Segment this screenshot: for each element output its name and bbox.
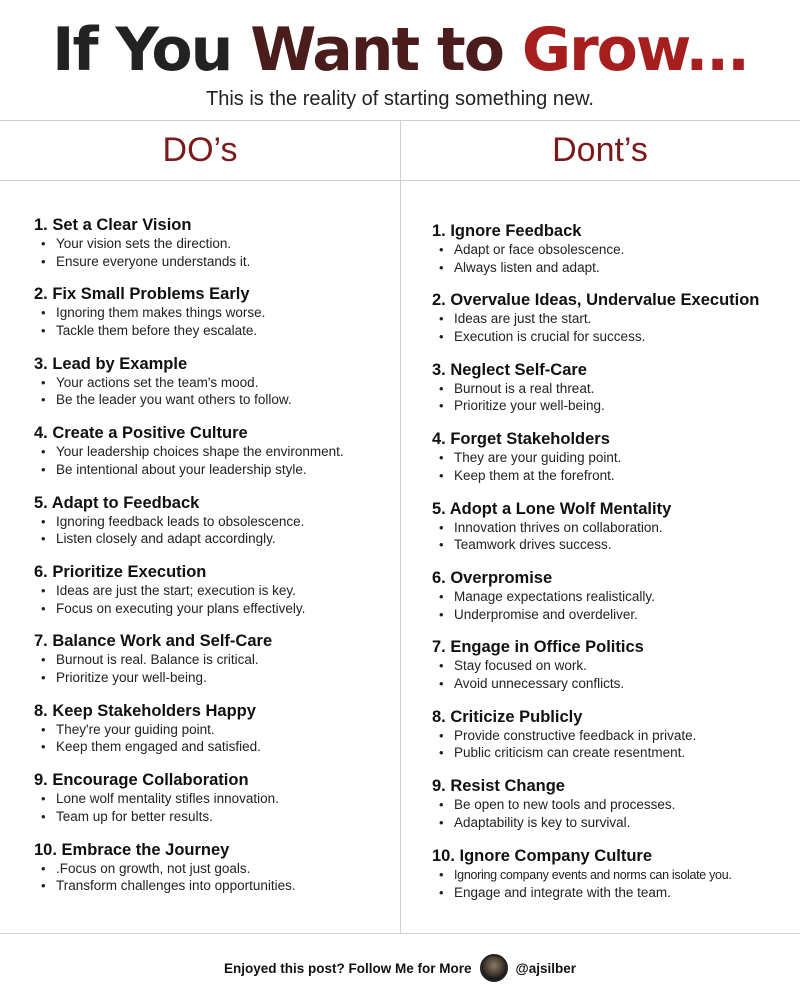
- item-title: 6. Prioritize Execution: [34, 563, 207, 581]
- donts-heading: Dont’s: [552, 131, 648, 169]
- bullet-dot-icon: •: [439, 885, 444, 901]
- bullet-item: [432, 449, 800, 467]
- bullet-list: [432, 657, 800, 692]
- title-part-2: Want to: [250, 15, 522, 85]
- dos-item: [34, 562, 404, 617]
- bullet-dot-icon: •: [439, 450, 444, 466]
- item-title: 1. Set a Clear Vision: [34, 216, 192, 234]
- bullet-item: [432, 606, 800, 624]
- bullet-list: [432, 310, 800, 345]
- bullet-dot-icon: •: [439, 606, 444, 622]
- bullet-text: Provide constructive feedback in private.: [454, 727, 697, 743]
- bullet-dot-icon: •: [41, 392, 46, 408]
- bullet-dot-icon: •: [41, 860, 46, 876]
- bullet-text: Ignoring company events and norms can isolate you.: [454, 867, 732, 882]
- dos-item: [34, 631, 404, 686]
- bullet-text: Tackle them before they escalate.: [56, 322, 258, 338]
- bullet-dot-icon: •: [41, 600, 46, 616]
- bullet-dot-icon: •: [41, 669, 46, 685]
- bullet-list: [432, 449, 800, 484]
- page-title: [0, 12, 800, 88]
- bullet-text: Your actions set the team's mood.: [56, 374, 259, 390]
- dos-heading: DO’s: [162, 131, 238, 169]
- bullet-text: Underpromise and overdeliver.: [454, 606, 638, 622]
- bullet-dot-icon: •: [439, 242, 444, 257]
- bullet-item: [432, 259, 800, 277]
- bullet-dot-icon: •: [439, 311, 444, 327]
- bullet-text: Be the leader you want others to follow.: [56, 392, 292, 408]
- bullet-list: [34, 513, 404, 548]
- bullet-dot-icon: •: [439, 519, 444, 535]
- item-title: 7. Balance Work and Self-Care: [34, 632, 273, 651]
- bullet-text: Listen closely and adapt accordingly.: [56, 531, 276, 547]
- bullet-item: [432, 519, 800, 537]
- dos-item: [34, 354, 404, 409]
- bullet-dot-icon: •: [439, 467, 444, 483]
- item-title: 4. Forget Stakeholders: [432, 430, 610, 449]
- bullet-text: Your leadership choices shape the environment.: [56, 444, 344, 460]
- bullet-list: [432, 796, 800, 831]
- bullet-text: Burnout is a real threat.: [454, 380, 595, 396]
- bullet-list: [432, 241, 800, 276]
- bullet-text: Prioritize your well-being.: [454, 398, 605, 414]
- bullet-item: [432, 328, 800, 346]
- bullet-item: [34, 235, 404, 253]
- donts-item: [432, 429, 800, 484]
- bullet-text: Execution is crucial for success.: [454, 328, 646, 344]
- item-title: 9. Encourage Collaboration: [34, 771, 249, 790]
- item-title: 4. Create a Positive Culture: [34, 424, 248, 443]
- bullet-item: [34, 877, 404, 895]
- bullet-text: Focus on executing your plans effectively.: [56, 600, 306, 616]
- bullet-list: [432, 588, 800, 623]
- bullet-text: Lone wolf mentality stifles innovation.: [56, 791, 279, 807]
- item-title: 5. Adapt to Feedback: [34, 493, 200, 512]
- donts-item: [432, 499, 800, 554]
- footer-text: Enjoyed this post? Follow Me for More: [224, 960, 472, 976]
- bullet-text: Be intentional about your leadership style.: [56, 461, 307, 477]
- dos-item: [34, 701, 404, 756]
- bullet-text: Ensure everyone understands it.: [56, 253, 251, 269]
- bullet-dot-icon: •: [41, 513, 46, 529]
- bullet-item: [432, 866, 800, 885]
- bullet-dot-icon: •: [41, 791, 46, 807]
- item-title: 5. Adopt a Lone Wolf Mentality: [432, 499, 672, 518]
- bullet-item: [432, 241, 800, 259]
- bullet-item: [34, 374, 404, 392]
- donts-item: [432, 637, 800, 692]
- item-title: 3. Lead by Example: [34, 354, 188, 373]
- bullet-text: Keep them at the forefront.: [454, 467, 615, 483]
- bullet-item: [34, 860, 404, 878]
- bullet-dot-icon: •: [439, 328, 444, 344]
- item-title: 8. Criticize Publicly: [432, 707, 583, 726]
- bullet-item: [34, 513, 404, 531]
- bullet-dot-icon: •: [439, 380, 444, 396]
- bullet-text: Ignoring feedback leads to obsolescence.: [56, 513, 305, 529]
- bullet-text: Prioritize your well-being.: [56, 669, 207, 685]
- bullet-list: [34, 443, 404, 478]
- bullet-text: Your vision sets the direction.: [56, 236, 232, 251]
- bullet-dot-icon: •: [439, 398, 444, 414]
- bullet-text: Burnout is real. Balance is critical.: [56, 652, 259, 668]
- bullet-text: Stay focused on work.: [454, 658, 587, 674]
- dos-item: [34, 770, 404, 825]
- bullet-dot-icon: •: [41, 721, 46, 737]
- bullet-item: [34, 322, 404, 340]
- bullet-dot-icon: •: [41, 305, 46, 321]
- item-title: 9. Resist Change: [432, 777, 565, 796]
- bullet-dot-icon: •: [439, 814, 444, 830]
- dos-item: [34, 423, 404, 478]
- bullet-dot-icon: •: [41, 878, 46, 894]
- bullet-item: [432, 727, 800, 745]
- bullet-dot-icon: •: [41, 461, 46, 477]
- bullet-dot-icon: •: [439, 866, 444, 882]
- dos-item: [34, 215, 404, 270]
- avatar[interactable]: [480, 954, 508, 982]
- bullet-item: [34, 461, 404, 479]
- bullet-item: [432, 588, 800, 606]
- bullet-item: [432, 796, 800, 814]
- bullet-dot-icon: •: [439, 797, 444, 813]
- bullet-item: [34, 391, 404, 409]
- bullet-item: [432, 536, 800, 554]
- bullet-list: [34, 860, 404, 895]
- bullet-dot-icon: •: [41, 739, 46, 755]
- bullet-item: [34, 738, 404, 756]
- bullet-list: [34, 582, 404, 617]
- bullet-text: Adaptability is key to survival.: [454, 814, 631, 830]
- bullet-list: [34, 651, 404, 686]
- footer-handle[interactable]: @ajsilber: [515, 960, 576, 976]
- donts-item: [432, 846, 800, 902]
- bullet-dot-icon: •: [41, 652, 46, 668]
- bullet-text: Avoid unnecessary conflicts.: [454, 675, 625, 691]
- bullet-item: [34, 808, 404, 826]
- bullet-dot-icon: •: [439, 658, 444, 674]
- bullet-text: Public criticism can create resentment.: [454, 745, 686, 761]
- bullet-item: [432, 380, 800, 398]
- dos-item: [34, 493, 404, 548]
- bullet-text: Ideas are just the start; execution is key.: [56, 583, 296, 598]
- bullet-dot-icon: •: [439, 675, 444, 691]
- donts-item: [432, 290, 800, 345]
- bullet-item: [34, 600, 404, 618]
- bullet-item: [432, 397, 800, 415]
- item-title: 8. Keep Stakeholders Happy: [34, 701, 256, 720]
- dos-item: [34, 840, 404, 895]
- donts-item: [432, 221, 800, 276]
- bullet-text: Ideas are just the start.: [454, 311, 592, 327]
- bullet-item: [432, 657, 800, 675]
- bullet-item: [34, 582, 404, 600]
- bullet-dot-icon: •: [439, 727, 444, 743]
- item-title: 3. Neglect Self-Care: [432, 360, 587, 379]
- bullet-text: Adapt or face obsolescence.: [454, 242, 625, 257]
- item-title: 2. Fix Small Problems Early: [34, 285, 250, 304]
- bullet-item: [432, 675, 800, 693]
- bullet-text: Ignoring them makes things worse.: [56, 305, 266, 321]
- donts-item: [432, 707, 800, 762]
- bullet-dot-icon: •: [41, 236, 46, 251]
- bullet-text: Engage and integrate with the team.: [454, 885, 671, 901]
- bullet-dot-icon: •: [41, 253, 46, 269]
- bullet-item: [34, 790, 404, 808]
- bullet-text: Team up for better results.: [56, 808, 213, 824]
- bullet-dot-icon: •: [41, 531, 46, 547]
- bullet-item: [34, 651, 404, 669]
- bullet-text: Be open to new tools and processes.: [454, 797, 676, 813]
- bullet-dot-icon: •: [439, 589, 444, 604]
- bullet-item: [34, 253, 404, 271]
- bullet-dot-icon: •: [41, 583, 46, 598]
- bullet-list: [34, 721, 404, 756]
- bullet-list: [34, 304, 404, 339]
- bullet-text: Innovation thrives on collaboration.: [454, 519, 663, 535]
- bullet-dot-icon: •: [41, 374, 46, 390]
- bullet-item: [432, 884, 800, 902]
- item-title: 10. Ignore Company Culture: [432, 846, 653, 865]
- item-title: 10. Embrace the Journey: [34, 840, 230, 859]
- bullet-text: Manage expectations realistically.: [454, 589, 655, 604]
- bullet-item: [432, 744, 800, 762]
- bullet-item: [432, 467, 800, 485]
- bullet-text: Always listen and adapt.: [454, 259, 600, 275]
- bullet-text: Teamwork drives success.: [454, 537, 612, 553]
- bullet-item: [34, 721, 404, 739]
- bullet-dot-icon: •: [439, 537, 444, 553]
- title-part-1: If You: [52, 15, 251, 85]
- bullet-item: [34, 443, 404, 461]
- bullet-list: [432, 519, 800, 554]
- page-subtitle: This is the reality of starting something new.: [206, 88, 594, 110]
- item-title: 6. Overpromise: [432, 569, 553, 587]
- item-title: 7. Engage in Office Politics: [432, 638, 644, 657]
- donts-item: [432, 568, 800, 623]
- bullet-dot-icon: •: [41, 322, 46, 338]
- bullet-dot-icon: •: [41, 444, 46, 460]
- bullet-dot-icon: •: [439, 745, 444, 761]
- bullet-item: [432, 310, 800, 328]
- bullet-item: [34, 530, 404, 548]
- bullet-list: [34, 235, 404, 270]
- footer: [0, 948, 800, 988]
- donts-item: [432, 360, 800, 415]
- bullet-text: Transform challenges into opportunities.: [56, 878, 296, 894]
- bullet-list: [432, 727, 800, 762]
- item-title: 1. Ignore Feedback: [432, 222, 582, 240]
- bullet-item: [34, 669, 404, 687]
- item-title: 2. Overvalue Ideas, Undervalue Execution: [432, 291, 760, 310]
- bullet-text: They are your guiding point.: [454, 450, 622, 466]
- bullet-text: They're your guiding point.: [56, 721, 215, 737]
- bullet-list: [432, 380, 800, 415]
- donts-item: [432, 776, 800, 831]
- dos-item: [34, 284, 404, 339]
- bullet-text: .Focus on growth, not just goals.: [56, 860, 251, 876]
- title-part-3: Grow...: [521, 15, 748, 85]
- bullet-list: [34, 790, 404, 825]
- bullet-dot-icon: •: [439, 259, 444, 275]
- bullet-list: [34, 374, 404, 409]
- bullet-item: [34, 304, 404, 322]
- bullet-list: [432, 866, 800, 902]
- bullet-dot-icon: •: [41, 808, 46, 824]
- bullet-item: [432, 814, 800, 832]
- bullet-text: Keep them engaged and satisfied.: [56, 739, 261, 755]
